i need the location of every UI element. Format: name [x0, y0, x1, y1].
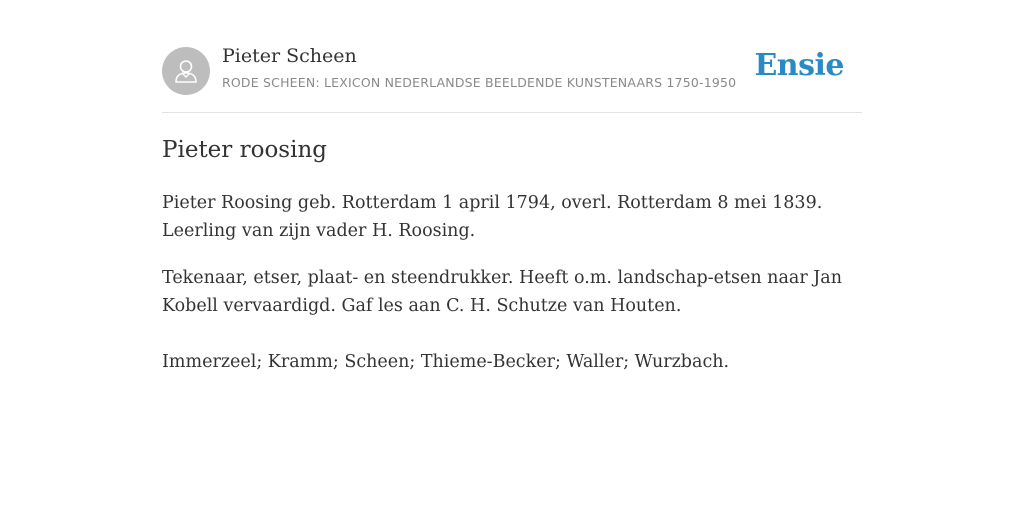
article-header [162, 0, 862, 113]
article-container [162, 0, 862, 372]
ensie-logo-link[interactable]: Ensie [754, 48, 844, 83]
author-name[interactable]: Pieter Scheen [222, 45, 357, 67]
user-silhouette-icon [171, 56, 201, 86]
article-paragraph-references: Immerzeel; Kramm; Scheen; Thieme-Becker; Waller; Wurzbach. [162, 352, 730, 372]
article-title: Pieter roosing [162, 137, 327, 163]
article-paragraph-biography: Pieter Roosing geb. Rotterdam 1 april 1794, overl. Rotterdam 8 mei 1839. Leerling van zijn vader H. Roosing. [162, 193, 823, 241]
source-lexicon[interactable]: RODE SCHEEN: LEXICON NEDERLANDSE BEELDENDE KUNSTENAARS 1750-1950 [222, 75, 737, 90]
author-avatar[interactable] [162, 47, 210, 95]
article-paragraph-description: Tekenaar, etser, plaat- en steendrukker. Heeft o.m. landschap-etsen naar Jan Kobell vervaardigd. Gaf les aan C. H. Schutze van Houten. [162, 268, 842, 316]
